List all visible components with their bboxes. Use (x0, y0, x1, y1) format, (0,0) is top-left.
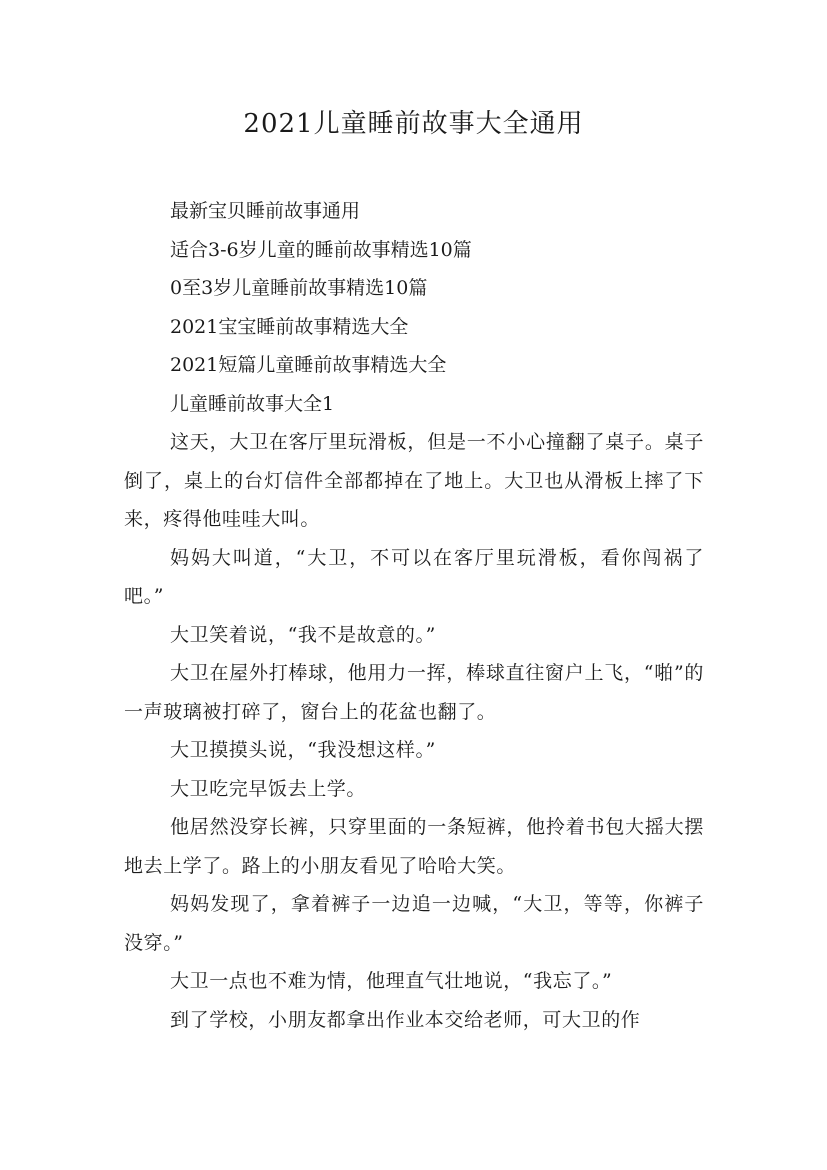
related-link[interactable]: 2021宝宝睡前故事精选大全 (170, 315, 409, 338)
story-paragraph: 大卫吃完早饭去上学。 (170, 777, 367, 800)
section-heading: 儿童睡前故事大全1 (170, 392, 335, 415)
story-paragraph: 他居然没穿长裤，只穿里面的一条短裤，他拎着书包大摇大摆地去上学了。路上的小朋友看见了哈哈大笑。 (124, 816, 704, 877)
story-paragraph: 大卫笑着说，“我不是故意的。” (170, 623, 436, 646)
document-body (124, 192, 704, 1039)
story-paragraph: 妈妈大叫道，“大卫，不可以在客厅里玩滑板，看你闯祸了吧。” (124, 546, 704, 607)
related-link[interactable]: 2021短篇儿童睡前故事精选大全 (170, 354, 447, 376)
story-paragraph: 大卫在屋外打棒球，他用力一挥，棒球直往窗户上飞，“啪”的一声玻璃被打碎了，窗台上的花盆也翻了。 (124, 662, 704, 723)
story-paragraph: 大卫一点也不难为情，他理直气壮地说，“我忘了。” (170, 970, 613, 992)
document-title: 2021儿童睡前故事大全通用 (243, 109, 584, 139)
story-paragraph: 到了学校，小朋友都拿出作业本交给老师，可大卫的作 (170, 1008, 641, 1031)
related-link[interactable]: 最新宝贝睡前故事通用 (170, 200, 361, 222)
story-paragraph: 妈妈发现了，拿着裤子一边追一边喊，“大卫，等等，你裤子没穿。” (124, 893, 704, 954)
related-link[interactable]: 适合3-6岁儿童的睡前故事精选10篇 (170, 238, 472, 261)
story-paragraph: 这天，大卫在客厅里玩滑板，但是一不小心撞翻了桌子。桌子倒了，桌上的台灯信件全部都掉在了地上。大卫也从滑板上摔了下来，疼得他哇哇大叫。 (124, 431, 704, 530)
related-link[interactable]: 0至3岁儿童睡前故事精选10篇 (170, 277, 428, 299)
story-paragraph: 大卫摸摸头说，“我没想这样。” (170, 739, 436, 761)
